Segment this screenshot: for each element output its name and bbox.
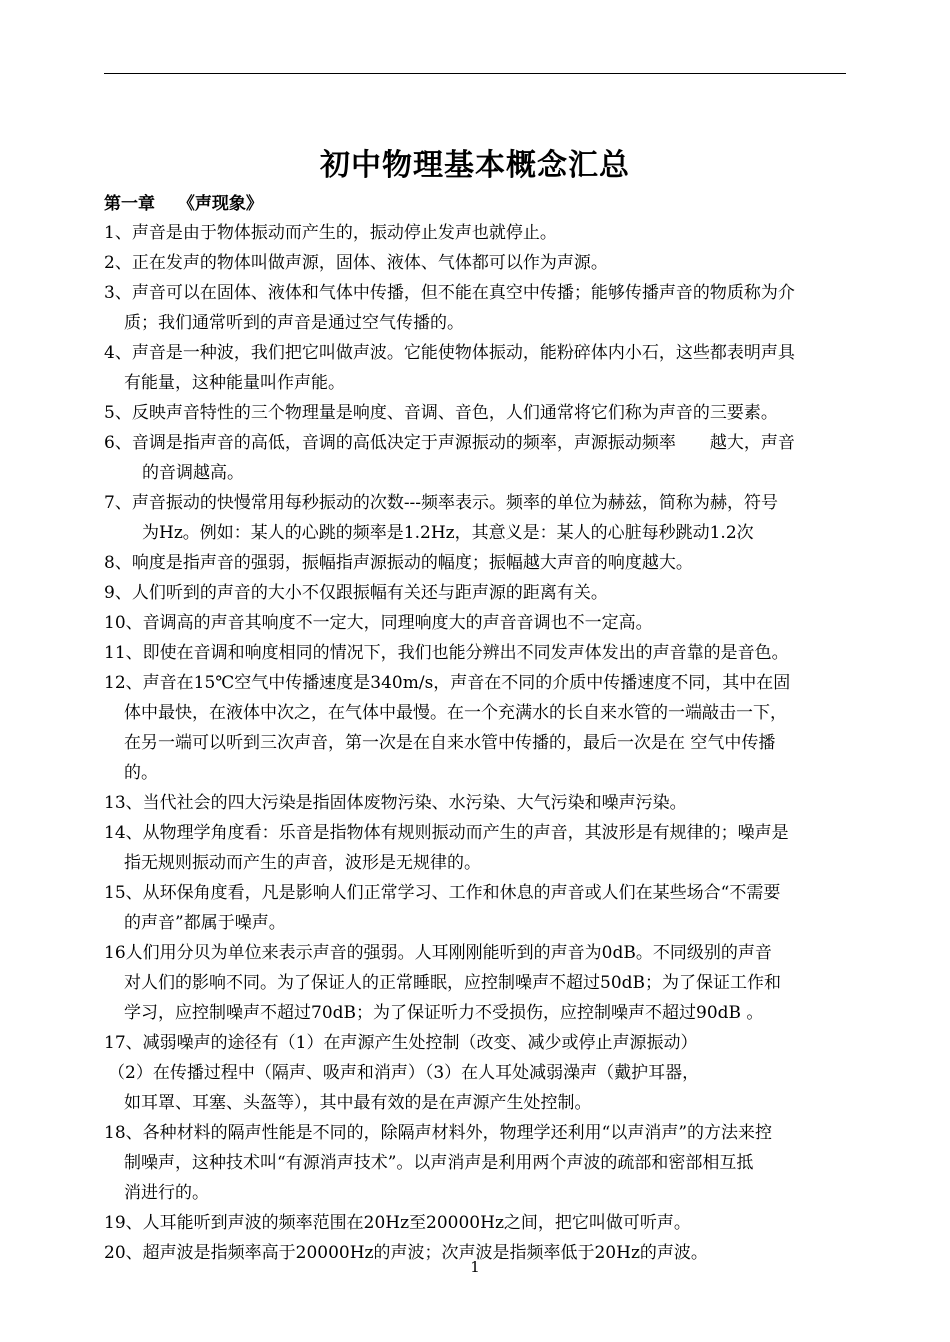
text-line: 的。: [124, 763, 158, 783]
text-line: 4、声音是一种波，我们把它叫做声波。它能使物体振动，能粉碎体内小石，这些都表明声具: [104, 343, 795, 363]
text-line: 13、当代社会的四大污染是指固体废物污染、水污染、大气污染和噪声污染。: [104, 793, 687, 813]
text-line: 20、超声波是指频率高于20000Hz的声波；次声波是指频率低于20Hz的声波。: [104, 1243, 708, 1263]
text-line: 对人们的影响不同。为了保证人的正常睡眠，应控制噪声不超过50dB；为了保证工作和: [124, 973, 782, 993]
text-line: 17、减弱噪声的途径有（1）在声源产生处控制（改变、减少或停止声源振动）: [104, 1033, 698, 1053]
text-line: 5、反映声音特性的三个物理量是响度、音调、音色，人们通常将它们称为声音的三要素。: [104, 403, 778, 423]
text-line: 指无规则振动而产生的声音，波形是无规律的。: [124, 853, 481, 873]
text-line: 质；我们通常听到的声音是通过空气传播的。: [124, 313, 464, 333]
text-line: 10、音调高的声音其响度不一定大，同理响度大的声音音调也不一定高。: [104, 613, 653, 633]
text-line: 14、从物理学角度看：乐音是指物体有规则振动而产生的声音，其波形是有规律的；噪声是: [104, 823, 789, 843]
chapter-heading: 第一章 《声现象》: [104, 194, 263, 214]
text-line: 2、正在发声的物体叫做声源，固体、液体、气体都可以作为声源。: [104, 253, 608, 273]
header-rule: [104, 73, 846, 74]
text-line: 学习，应控制噪声不超过70dB；为了保证听力不受损伤，应控制噪声不超过90dB 。: [124, 1003, 764, 1023]
text-line: 制噪声，这种技术叫“有源消声技术”。以声消声是利用两个声波的疏部和密部相互抵: [124, 1153, 754, 1173]
text-line: 9、人们听到的声音的大小不仅跟振幅有关还与距声源的距离有关。: [104, 583, 608, 603]
text-line: 体中最快，在液体中次之，在气体中最慢。在一个充满水的长自来水管的一端敲击一下，: [124, 703, 787, 723]
document-title: 初中物理基本概念汇总: [320, 148, 630, 183]
text-line: 的音调越高。: [142, 463, 244, 483]
text-line: 7、声音振动的快慢常用每秒振动的次数---频率表示。频率的单位为赫兹，简称为赫，符号: [104, 493, 779, 513]
text-line: 如耳罩、耳塞、头盔等），其中最有效的是在声源产生处控制。: [124, 1093, 592, 1113]
text-line: 11、即使在音调和响度相同的情况下，我们也能分辨出不同发声体发出的声音靠的是音色。: [104, 643, 789, 663]
text-line: 15、从环保角度看，凡是影响人们正常学习、工作和休息的声音或人们在某些场合“不需要: [104, 883, 781, 903]
document-body: [104, 190, 848, 1268]
page-number: 1: [470, 1258, 480, 1276]
text-line: 8、响度是指声音的强弱，振幅指声源振动的幅度；振幅越大声音的响度越大。: [104, 553, 693, 573]
text-line: 在另一端可以听到三次声音，第一次是在自来水管中传播的，最后一次是在 空气中传播: [124, 733, 776, 753]
text-line: 的声音”都属于噪声。: [124, 913, 286, 933]
text-line: 6、音调是指声音的高低，音调的高低决定于声源振动的频率，声源振动频率 越大，声音: [104, 433, 795, 453]
text-line: 3、声音可以在固体、液体和气体中传播，但不能在真空中传播；能够传播声音的物质称为介: [104, 283, 795, 303]
text-line: 18、各种材料的隔声性能是不同的，除隔声材料外，物理学还利用“以声消声”的方法来控: [104, 1123, 773, 1143]
text-line: 消进行的。: [124, 1183, 209, 1203]
text-line: 19、人耳能听到声波的频率范围在20Hz至20000Hz之间，把它叫做可听声。: [104, 1213, 691, 1233]
text-line: 有能量，这种能量叫作声能。: [124, 373, 345, 393]
text-line: 为Hz。例如：某人的心跳的频率是1.2Hz，其意义是：某人的心脏每秒跳动1.2次: [142, 523, 754, 543]
text-line: 16人们用分贝为单位来表示声音的强弱。人耳刚刚能听到的声音为0dB。不同级别的声音: [104, 943, 772, 963]
text-line: 1、声音是由于物体振动而产生的，振动停止发声也就停止。: [104, 223, 557, 243]
text-line: （2）在传播过程中（隔声、吸声和消声）（3）在人耳处减弱澡声（戴护耳器，: [108, 1063, 700, 1083]
text-line: 12、声音在15℃空气中传播速度是340m/s，声音在不同的介质中传播速度不同，其中在固: [104, 673, 791, 693]
